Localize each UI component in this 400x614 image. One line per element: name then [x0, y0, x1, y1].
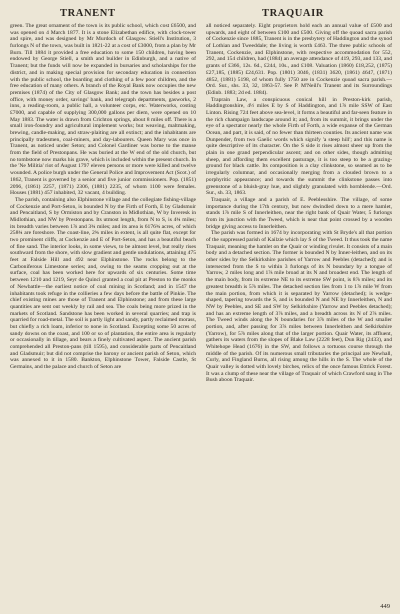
paragraph: Traprain Law, a conspicuous conical hill in Preston-kirk parish, Haddingtonshire, 4½ miles E by S of Haddington, and 1⅞ mile SSW of East Linton. Rising 724 feet above sea-level, it forms a beautiful and far-seen feature in the rich champaign landscape around it; and, from its summit, it brings under the eye of a spectator nearly the whole Firth of Forth, a wide expanse of the German Ocean, and part, it is said, of no fewer than thirteen counties. Its ancient name was Dunpender, from two Gaelic words which signify 'a steep hill'; and this name is quite descriptive of its character. On the S side it rises almost sheer up from the plain in one grand perpendicular ascent; and on other sides, though admitting sheep, and affording them excellent pasturage, it is too steep to be a grazing-ground for black cattle. Its composition is a clay clinkstone, so seamed as to be irregularly columnar, and occasionally merging from a clouded brown to a porphyritic appearance; and towards the summit the clinkstone passes into greenstone of a bluish-gray hue, and slightly granulated with hornblende.—Ord. Sur., sh. 33, 1863. — [206, 96, 392, 197]
header-right: TRAQUAIR — [262, 8, 324, 19]
header-left: TRANENT — [60, 8, 116, 19]
paragraph: green. The great ornament of the town is its public school, which cost £6500, and was opened on 4 March 1877. It is a stone Elizabethan edifice, with clock-tower and spire, and was designed by Mr Murdoch of Glasgow. Stiell's Institution, 3 furlongs N of the town, was built in 1821-22 at a cost of £3000, from a plan by Mr Burn. Till 1884 it provided a free education to some 150 children, having been endowed by George Stiell, a smith and builder in Edinburgh, and a native of Tranent; but the funds will now be expanded in bursaries and scholarships for the district, and in making special provision for secondary education in connection with the public school, the boarding and clothing of a few poor children, and the free education of many others. A branch of the Royal Bank now occupies the new premises (1874) of the City of Glasgow Bank; and the town has besides a post office, with money order, savings' bank, and telegraph departments, gasworks, 2 inns, a reading-room, a public hall, a volunteer corps, etc. Waterworks, costing £7000, and capable of supplying 300,000 gallons per diem, were opened on 10 May 1883. The water is drawn from Crichton springs, about 8 miles off. There is a small iron-foundry and agricultural implement works; but weaving, maltmaking, brewing, candle-making, and straw-plaiting are all extinct; and the inhabitants are principally tradesmen, coal-miners, and day-labourers. Queen Mary was once in Tranent, as noticed under Seton; and Colonel Gardiner was borne to the manse from the field of Prestonpans. He was buried at the W end of the old church, but no tombstone now marks his grave, which is included within the present church. In the 'Ne Militia' riot of August 1797 eleven persons or more were killed and twelve wounded. A police burgh under the General Police and Improvement Act (Scot.) of 1862, Tranent is governed by a senior and five junior commissioners. Pop. (1851) 2096, (1861) 2257, (1871) 2306, (1881) 2235, of whom 1100 were females. Houses (1881) 457 inhabited, 32 vacant, 4 building. — [10, 23, 196, 197]
page-number: 449 — [380, 603, 390, 610]
right-column — [206, 23, 392, 597]
left-column — [10, 23, 196, 597]
paragraph: Traquair, a village and a parish of E. Peeblesshire. The village, of some importance during the 17th century, but now dwindled down to a mere hamlet, stands 1⅞ mile S of Innerleithen, near the right bank of Quair Water, 5 furlongs from its junction with the Tweed, which is near that point crossed by a wooden bridge giving access to Innerleithen. — [206, 196, 392, 230]
running-header — [0, 8, 400, 22]
paragraph: The parish, containing also Elphinstone village and the collegiate fishing-village of Cockenzie and Port-Seton, is bounded N by the Firth of Forth, E by Gladsmuir and Pencaitland, S by Ormiston and by Cranston in Midlothian, W by Inveresk in Midlothian, and NW by Prestonpans. Its utmost length, from N to S, is 4¾ miles; its breadth varies between 1⅞ and 3¾ miles; and its area is 6176¾ acres, of which 258¾ are foreshore. The coast-line, 2¾ miles in extent, is all quite flat, except for two prominent cliffs, at Cockenzie and E of Port-Seton, and has a beautiful beach of fine sand. The interior looks, in some views, to be almost level, but really rises southward from the shore, with slow gradient and gentle undulations, attaining 475 feet at Falside Hill and 492 near Elphinstone. The rocks belong to the Carboniferous Limestone series; and, owing to the seams cropping out at the surface, coal has been worked here for upwards of six centuries. Some time between 1210 and 1219, Seyr de Quinci granted a coal pit at Preston to the monks of Newbattle—the earliest notice of coal mining in Scotland; and in 1547 the inhabitants took refuge in the collieries a few days before the battle of Pinkie. The chief existing mines are those of Tranent and Elphinstone; and from these large quantities are sent out weekly by rail and sea. The coals being more prized in the markets of Scotland. Sandstone has been worked in several quarries; and trap is quarried for road-metal. The soil is partly light and sandy, partly reclaimed morass, but chiefly a rich loam, inferior to none in Scotland. Excepting some 50 acres of sandy downs on the coast, and 100 or so of plantation, the entire area is regularly or occasionally in tillage, and bears a finely cultivated aspect. The ancient parish comprehended all Preston-pans (till 1595), and considerable parts of Pencaitland and Gladsmuir; but did not comprise the barony or ancient parish of Seton, which was annexed to it in 1580. Bankton, Elphinstone Tower, Falside Castle, St Germains, and the palace and church of Seton are — [10, 196, 196, 371]
paragraph: The parish was formed in 1674 by incorporating with St Bryde's all that portion of the suppressed parish of Kailzie which lay S of the Tweed. It thus took the name Traquair, meaning the hamlet on the Quair or winding rivulet. It consists of a main body and a detached section. The former is bounded N by Inner-leithen, and on its other sides by the Selkirkshire parishes of Yarrow and Peebles (detached); and is intersected from the S to within 3 furlongs of its N boundary by a tongue of Yarrow, 2 miles long and 1⅞ mile broad at its N and broadest end. The length of the main body, from its extreme NE to its extreme SW point, is 8⅞ miles; and its greatest breadth is 5⅞ miles. The detached section lies from 1 to 1⅞ mile W from the main portion, from which it is separated by Yarrow (detached); is wedge-shaped, tapering towards the S, and is bounded N and NE by Innerleithen, N and NW by Peebles, and SE and SW by Selkirkshire (Yarrow and Peebles detached); and has an extreme length of 3⅞ miles, and a breadth across its N of 2⅞ miles. The Tweed winds along the N boundaries for 3⅞ miles of the W and smaller portion, and, after passing for 3⅞ miles between Innerleithen and Selkirkshire (Yarrow), for 5⅞ miles along that of the larger portion. Quair Water, its affluent, gathers its waters from the slopes of Blake Law (2228 feet), Dun Rig (2433), and Whitehope Head (1676) in the SW, and follows a tortuous course through the middle of the parish. Of its numerous small tributaries the principal are Newhall, Curly, and Fingland Burns, all rising among the hills in the S. The whole of the Quair valley is dotted with lovely birches, relics of the once famous Ettrick Forest. It was a clump of these near the village of Traquair of which Crawford sang in The Bush aboon Traquair. — [206, 230, 392, 384]
paragraph: all noticed separately. Eight proprietors hold each an annual value of £500 and upwards, and eight of between £100 and £500. Giving off the quoad sacra parish of Cockenzie since 1885, Tranent is in the presbytery of Haddington and the synod of Lothian and Tweeddale; the living is worth £463. The three public schools of Tranent, Cockenzie, and Elphinstone, with respective accommodation for 552, 292, and 154 children, had (1884) an average attendance of 419, 293, and 133, and grants of £366, 12s. 6d., £244, 10s., and £108. Valuation (1860) £18,252, (1875) £27,185, (1885) £24,631. Pop. (1801) 3046, (1831) 3620, (1861) 4647, (1871) 4852, (1881) 5198, of whom fully 1750 are in Cockenzie quoad sacra parish.—Ord. Sur., shs. 33, 32, 1863-57. See P. M'Neill's Tranent and its Surroundings (Edinb. 1883; 2d ed. 1884). — [206, 23, 392, 96]
